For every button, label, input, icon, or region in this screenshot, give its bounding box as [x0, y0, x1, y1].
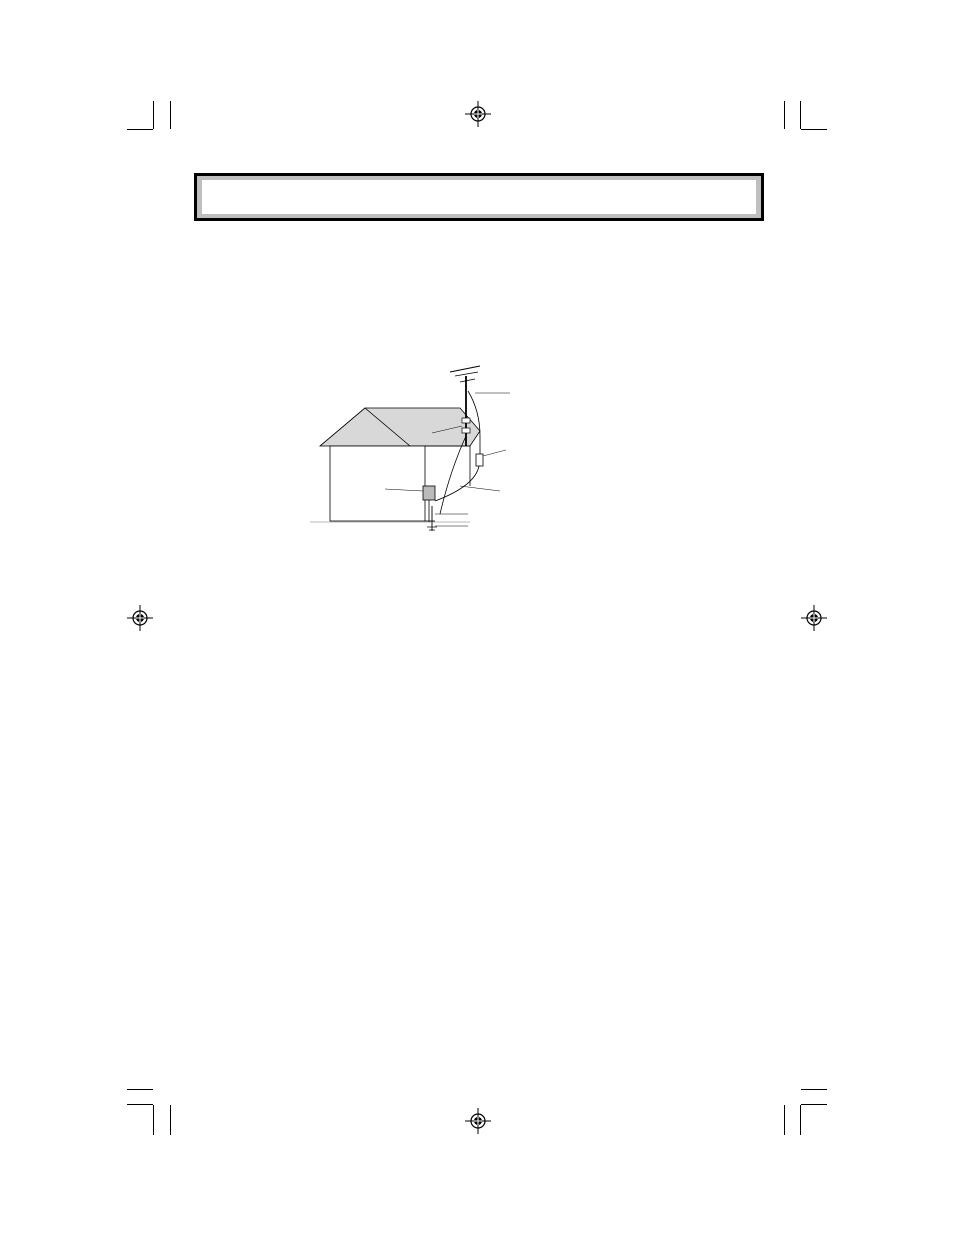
crop-mark: [801, 1104, 827, 1105]
crop-mark: [153, 101, 154, 129]
electric-service-box: [423, 486, 435, 500]
registration-mark-icon: [127, 605, 153, 631]
crop-mark: [170, 101, 171, 129]
crop-mark: [801, 1089, 827, 1090]
crop-mark: [127, 1104, 153, 1105]
crop-mark: [800, 1105, 801, 1135]
crop-mark: [170, 1105, 171, 1135]
registration-mark-icon: [465, 1108, 491, 1134]
house-roof: [320, 408, 480, 446]
crop-mark: [784, 1105, 785, 1135]
crop-mark: [800, 101, 801, 129]
antenna-icon: [450, 366, 480, 372]
crop-mark: [127, 1089, 153, 1090]
crop-mark: [153, 1105, 154, 1135]
crop-mark: [784, 101, 785, 129]
antenna-grounding-diagram: [270, 336, 690, 556]
registration-mark-icon: [465, 101, 491, 127]
crop-mark: [801, 129, 827, 130]
page-title-box: [194, 173, 764, 221]
registration-mark-icon: [801, 605, 827, 631]
crop-mark: [127, 129, 153, 130]
house-wall: [330, 446, 425, 521]
discharge-unit: [476, 454, 483, 466]
